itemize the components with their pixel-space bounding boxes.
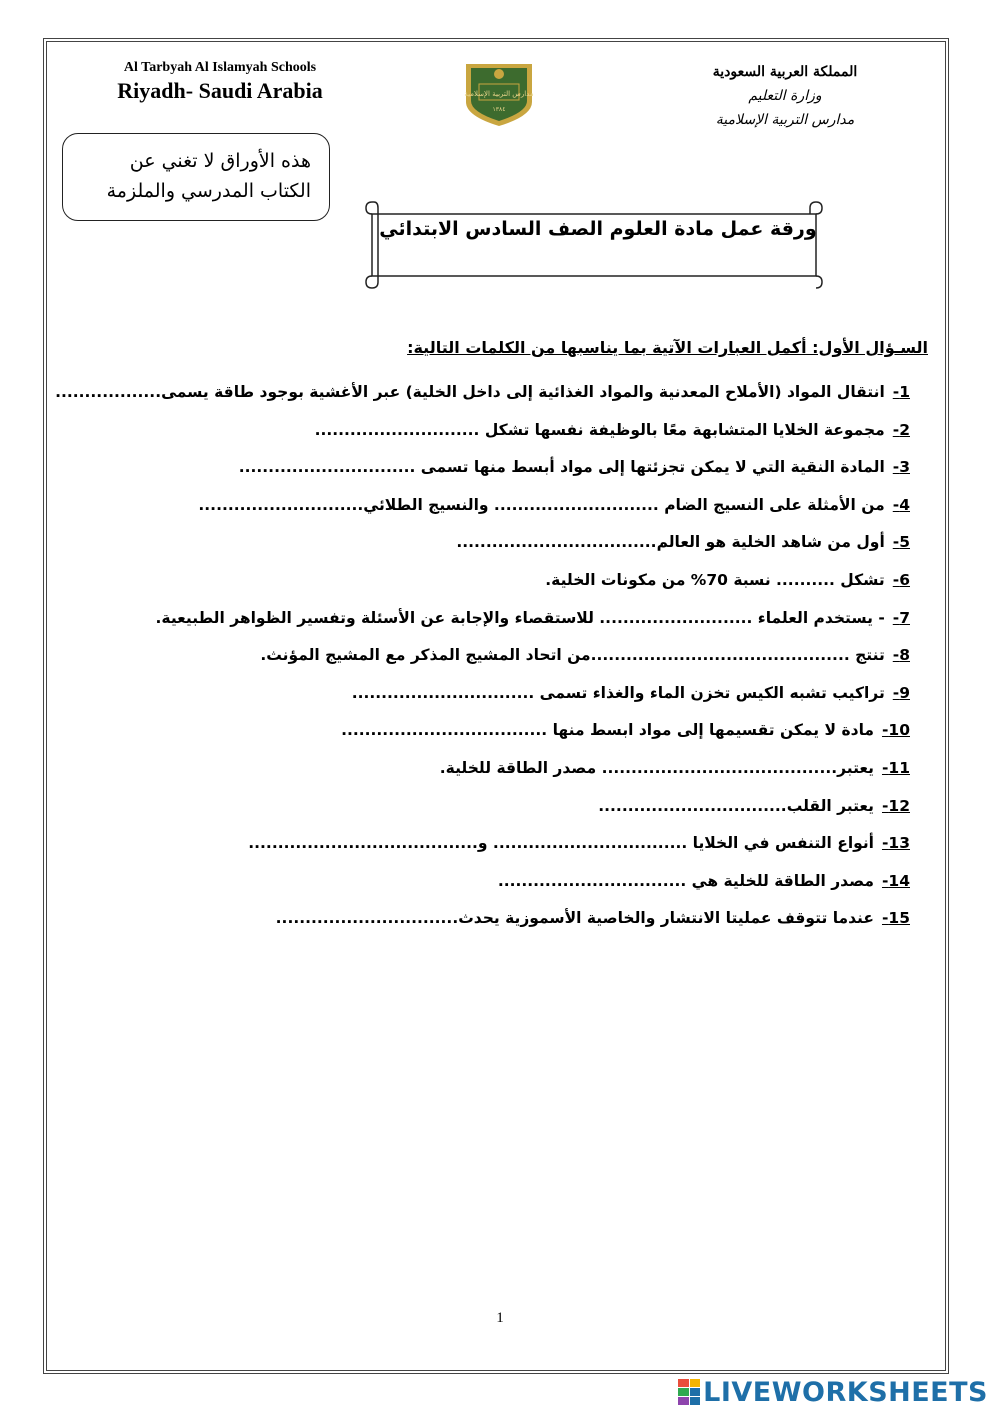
question-item [50, 675, 910, 713]
question-item [50, 562, 910, 600]
liveworksheets-icon [678, 1379, 700, 1405]
item-number: 5- [892, 533, 910, 552]
liveworksheets-logo[interactable] [678, 1376, 988, 1408]
question-item [50, 863, 910, 901]
item-number: 2- [892, 420, 910, 439]
item-number: 1- [892, 383, 910, 401]
question-item [50, 900, 910, 938]
item-number: 3- [892, 458, 910, 477]
item-text: تنتج ............................................من اتحاد المشيج المذكر مع المشيج المؤنث. [260, 646, 885, 665]
item-number: 10- [881, 721, 910, 740]
item-text: أنواع التنفس في الخلايا ................................. و....................................... [248, 834, 874, 853]
question-item [50, 750, 910, 788]
question-item [50, 449, 910, 487]
item-number: 6- [892, 570, 910, 589]
item-number: 9- [892, 683, 910, 702]
question-items [50, 374, 910, 938]
item-number: 12- [881, 796, 910, 815]
item-number: 13- [881, 834, 910, 853]
page-number: 1 [496, 1310, 504, 1326]
item-text: مصدر الطاقة للخلية هي ................................ [497, 871, 874, 890]
title-scroll [364, 200, 824, 290]
worksheet-title: ورقة عمل مادة العلوم الصف السادس الابتدائي [379, 218, 817, 240]
item-number: 15- [881, 909, 910, 928]
item-text: تراكيب تشبه الكيس تخزن الماء والغذاء تسمى ............................... [351, 683, 885, 702]
item-number: 7- [892, 608, 910, 627]
school-logo-emblem [462, 58, 536, 128]
item-number: 14- [881, 871, 910, 890]
question-item [50, 412, 910, 450]
note-line-1: هذه الأوراق لا تغني عن [129, 150, 311, 172]
question-title: السـؤال الأول: أكمل العبارات الآتية بما يناسبها من الكلمات التالية: [407, 338, 928, 357]
question-item [50, 600, 910, 638]
item-number: 8- [892, 646, 910, 665]
arabic-header [670, 60, 900, 132]
question-item [50, 374, 910, 412]
item-text: يعتبر........................................ مصدر الطاقة للخلية. [439, 758, 874, 777]
liveworksheets-text: LIVEWORKSHEETS [703, 1376, 988, 1408]
question-item [50, 825, 910, 863]
school-name-ar: مدارس التربية الإسلامية [715, 112, 855, 128]
question-item [50, 524, 910, 562]
item-text: مادة لا يمكن تقسيمها إلى مواد ابسط منها ................................... [341, 721, 874, 740]
school-location-en: Riyadh- Saudi Arabia [117, 78, 323, 103]
logo-year: ١٣٨٤ [492, 106, 506, 113]
item-text: من الأمثلة على النسيج الضام ............................ والنسيج الطلائي............................ [198, 495, 885, 514]
ministry-name: وزارة التعليم [748, 88, 822, 104]
school-name-en: Al Tarbyah Al Islamyah Schools [123, 60, 317, 75]
english-header [75, 60, 365, 104]
question-item [50, 788, 910, 826]
item-text: مجموعة الخلايا المتشابهة معًا بالوظيفة نفسها تشكل ............................ [314, 420, 885, 439]
item-text: أول من شاهد الخلية هو العالم.................................. [456, 533, 885, 552]
note-box [62, 133, 330, 221]
question-item [50, 637, 910, 675]
item-number: 11- [881, 758, 910, 777]
kingdom-name: المملكة العربية السعودية [712, 64, 858, 80]
item-text: عندما تتوقف عمليتا الانتشار والخاصية الأسموزية يحدث............................... [275, 909, 874, 928]
item-text: المادة النقية التي لا يمكن تجزئتها إلى مواد أبسط منها تسمى .............................. [238, 458, 885, 477]
note-line-2: الكتاب المدرسي والملزمة [106, 180, 311, 202]
logo-text: مدارس التربية الإسلامية [464, 90, 534, 98]
item-text: تشكل .......... نسبة 70% من مكونات الخلية. [545, 570, 885, 589]
item-text: انتقال المواد (الأملاح المعدنية والمواد الغذائية إلى داخل الخلية) عبر الأغشية بوجود طاقة يسمى.................. [55, 383, 885, 401]
item-number: 4- [892, 495, 910, 514]
item-text: يعتبر القلب................................ [598, 796, 874, 815]
question-item [50, 712, 910, 750]
school-logo [462, 58, 536, 128]
question-item [50, 487, 910, 525]
item-text: - يستخدم العلماء .......................... للاستقصاء والإجابة عن الأسئلة وتفسير الظواهر الطبيعية. [155, 608, 885, 627]
